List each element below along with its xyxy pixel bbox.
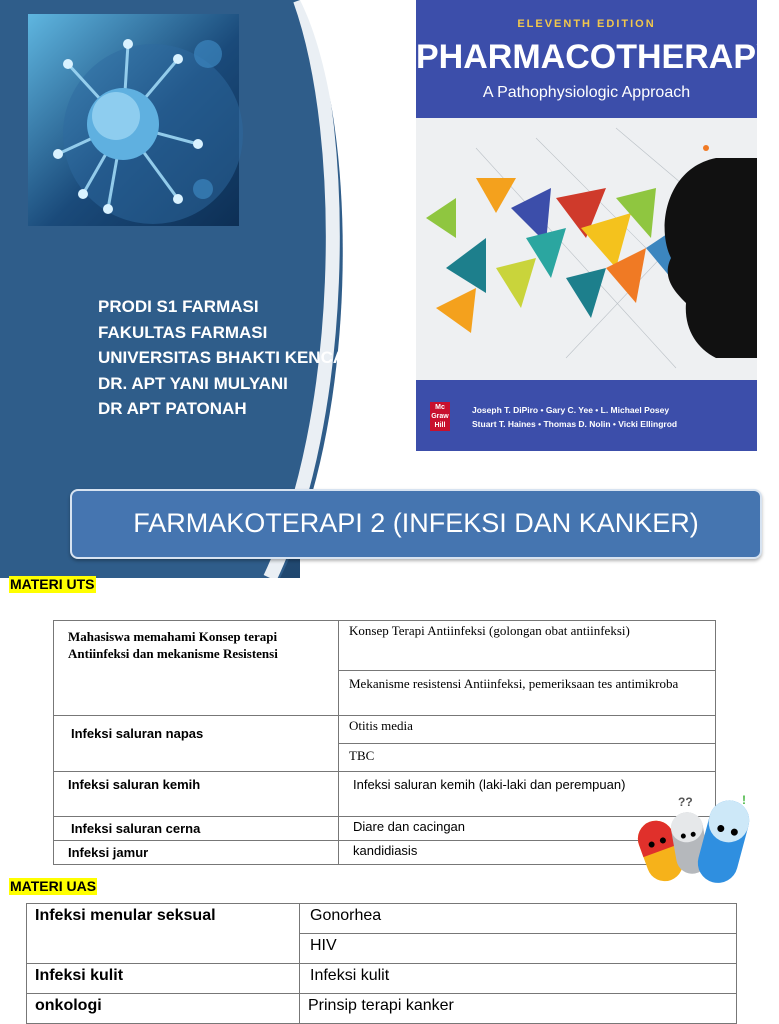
svg-text:!: ! bbox=[742, 793, 746, 807]
book-authors: Joseph T. DiPiro • Gary C. Yee • L. Michael Posey Stuart T. Haines • Thomas D. Nolin • Vicki Ellingrod bbox=[472, 405, 678, 429]
institution-info bbox=[98, 294, 370, 422]
table-row bbox=[27, 904, 737, 934]
publisher-logo: Mc Graw Hill bbox=[431, 404, 449, 429]
book-subtitle: A Pathophysiologic Approach bbox=[482, 84, 691, 101]
table-row bbox=[54, 841, 716, 865]
table-cell: TBC bbox=[339, 744, 716, 772]
table-cell: Mekanisme resistensi Antiinfeksi, pemeriksaan tes antimikroba bbox=[339, 671, 716, 716]
course-title-banner bbox=[70, 489, 762, 559]
table-cell: Otitis media bbox=[339, 716, 716, 744]
org-line: FAKULTAS FARMASI bbox=[98, 322, 268, 342]
table-row bbox=[54, 716, 716, 744]
table-cell: Infeksi saluran kemih bbox=[54, 772, 339, 817]
table-cell: Prinsip terapi kanker bbox=[300, 994, 737, 1024]
table-cell: Mahasiswa memahami Konsep terapi Antiinfeksi dan mekanisme Resistensi bbox=[54, 621, 339, 716]
table-cell: Diare dan cacingan bbox=[339, 817, 716, 841]
table-cell: Infeksi saluran kemih (laki-laki dan perempuan) bbox=[339, 772, 716, 817]
table-cell: Infeksi menular seksual bbox=[27, 904, 300, 964]
org-line: DR. APT YANI MULYANI bbox=[98, 373, 288, 393]
book-cover-footer bbox=[416, 380, 757, 451]
pill-characters-illustration bbox=[630, 790, 760, 890]
org-line: DR APT PATONAH bbox=[98, 399, 247, 418]
table-cell: Infeksi kulit bbox=[27, 964, 300, 994]
table-row bbox=[54, 817, 716, 841]
table-row bbox=[54, 772, 716, 817]
virus-image bbox=[28, 14, 239, 226]
table-row bbox=[54, 621, 716, 671]
course-title: FARMAKOTERAPI 2 (INFEKSI DAN KANKER) bbox=[133, 508, 699, 538]
table-row bbox=[27, 994, 737, 1024]
table-cell: kandidiasis bbox=[339, 841, 716, 865]
book-cover bbox=[416, 0, 779, 451]
uts-label: MATERI UTS bbox=[10, 576, 95, 592]
org-line: PRODI S1 FARMASI bbox=[98, 297, 259, 316]
table-cell: Infeksi saluran cerna bbox=[54, 817, 339, 841]
book-cover-illustration bbox=[416, 118, 757, 380]
book-cover-header bbox=[416, 0, 779, 118]
uas-label: MATERI UAS bbox=[10, 878, 97, 894]
book-title: PHARMACOTHERAPY bbox=[416, 38, 779, 76]
uas-table bbox=[26, 903, 737, 1024]
table-cell: Infeksi kulit bbox=[300, 964, 737, 994]
svg-text:??: ?? bbox=[678, 795, 693, 809]
table-cell: Konsep Terapi Antiinfeksi (golongan obat antiinfeksi) bbox=[339, 621, 716, 671]
table-cell: Gonorhea bbox=[300, 904, 737, 934]
table-cell: onkologi bbox=[27, 994, 300, 1024]
book-edition: ELEVENTH EDITION bbox=[517, 18, 656, 30]
uts-table bbox=[53, 620, 716, 865]
table-cell: HIV bbox=[300, 934, 737, 964]
table-cell: Infeksi saluran napas bbox=[54, 716, 339, 772]
table-cell: Infeksi jamur bbox=[54, 841, 339, 865]
table-row bbox=[27, 964, 737, 994]
org-line: UNIVERSITAS BHAKTI KENCANA bbox=[98, 348, 370, 367]
